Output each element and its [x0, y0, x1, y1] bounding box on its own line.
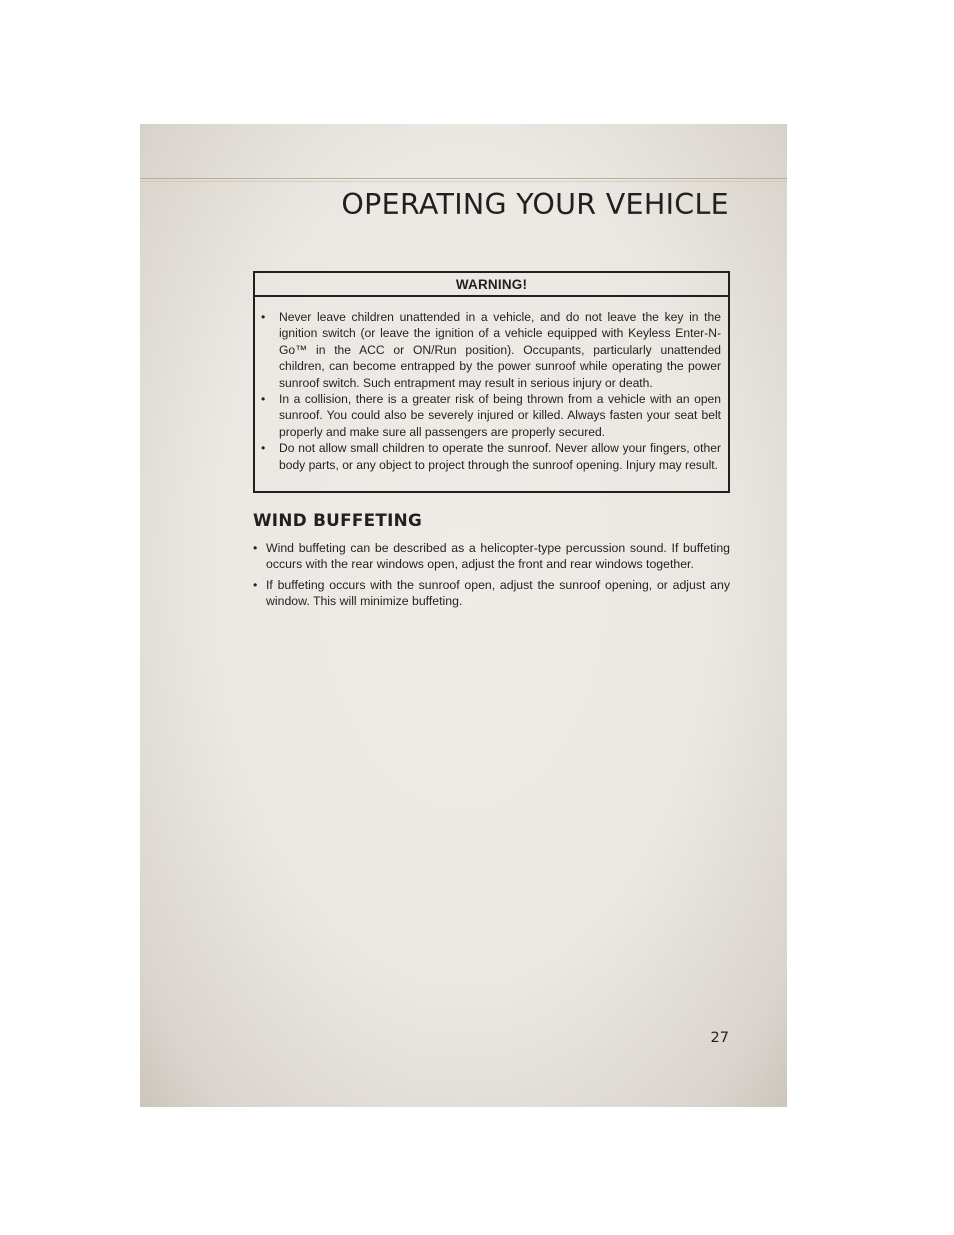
list-item — [253, 577, 730, 609]
warning-box — [253, 271, 730, 493]
bullet-icon: • — [261, 392, 266, 407]
bullet-icon: • — [261, 441, 266, 456]
warning-item — [261, 391, 721, 440]
warning-item-text: Never leave children unattended in a vehicle, and do not leave the key in the ignition switch (or leave the ignition of a vehicle equipped with Keyless Enter-N-Go™ in the ACC or ON/Run position). Occupants, particularly unattended children, can become entrapped by the power sunroof while operating the power sunroof switch. Such entrapment may result in serious injury or death. — [279, 310, 721, 390]
warning-item — [261, 309, 721, 391]
warning-item-text: Do not allow small children to operate the sunroof. Never allow your fingers, other body parts, or any object to project through the sunroof opening. Injury may result. — [279, 441, 721, 472]
warning-title: WARNING! — [255, 273, 728, 297]
bullet-icon: • — [253, 578, 258, 592]
warning-list — [255, 297, 728, 473]
header-rule — [140, 178, 787, 179]
section-title: WIND BUFFETING — [253, 510, 423, 530]
warning-item — [261, 440, 721, 473]
manual-page — [140, 124, 787, 1107]
bullet-icon: • — [253, 541, 258, 555]
list-item-text: Wind buffeting can be described as a helicopter-type percussion sound. If buffeting occurs with the rear windows open, adjust the front and rear windows together. — [266, 541, 730, 571]
warning-item-text: In a collision, there is a greater risk of being thrown from a vehicle with an open sunroof. You could also be severely injured or killed. Always fasten your seat belt properly and make sure all passengers are properly secured. — [279, 392, 721, 439]
bullet-icon: • — [261, 310, 266, 324]
page-number: 27 — [710, 1030, 729, 1046]
list-item — [253, 540, 730, 572]
chapter-title: OPERATING YOUR VEHICLE — [341, 188, 729, 221]
list-item-text: If buffeting occurs with the sunroof open, adjust the sunroof opening, or adjust any window. This will minimize buffeting. — [266, 578, 730, 608]
section-list — [253, 540, 730, 614]
